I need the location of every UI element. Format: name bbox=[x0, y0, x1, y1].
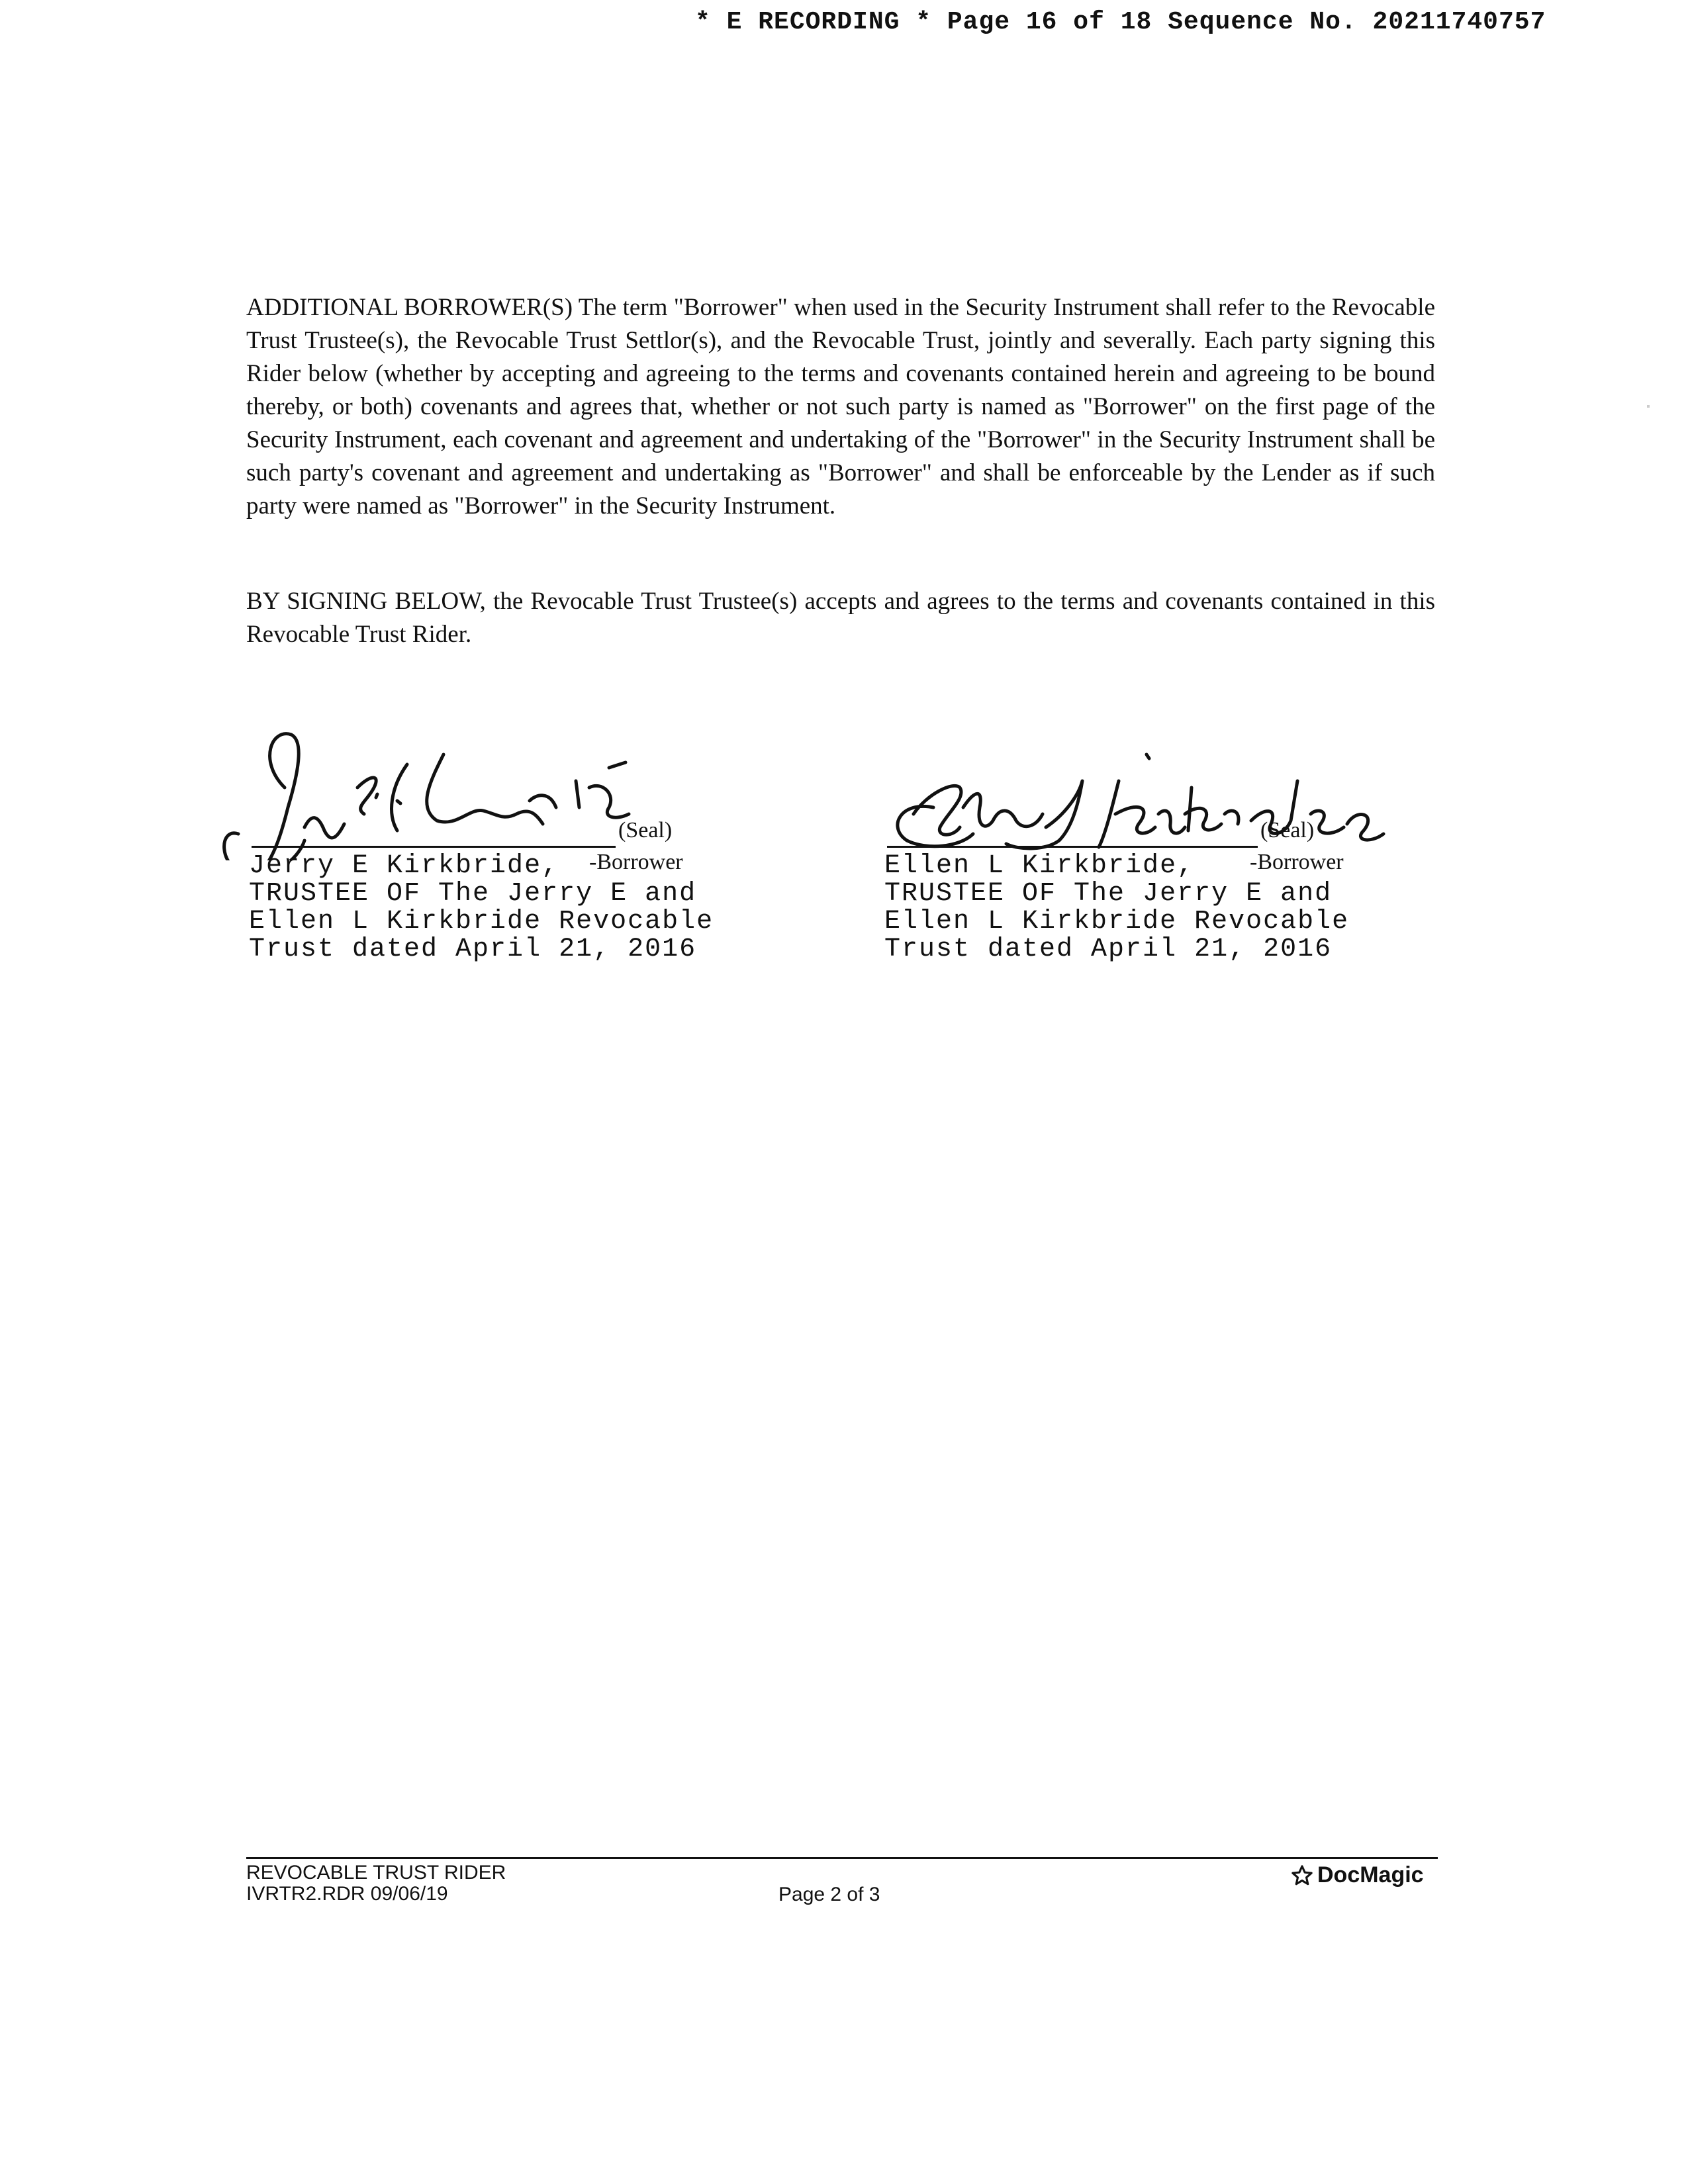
footer-rule bbox=[246, 1857, 1438, 1859]
footer-brand bbox=[1291, 1862, 1424, 1888]
signature-line bbox=[887, 846, 1258, 848]
signature-block-jerry bbox=[218, 715, 814, 979]
signer-name: Jerry E Kirkbride, bbox=[249, 851, 559, 881]
borrower-role-label: -Borrower bbox=[1250, 850, 1344, 874]
footer-form-code: IVRTR2.RDR 09/06/19 bbox=[246, 1883, 448, 1905]
signing-paragraph: BY SIGNING BELOW, the Revocable Trust Trustee(s) accepts and agrees to the terms and covenants contained in this Revocable Trust Rider. bbox=[246, 588, 1435, 648]
signer-title: TRUSTEE OF The Jerry E and Ellen L Kirkbride Revocable Trust dated April 21, 2016 bbox=[884, 879, 1350, 964]
signature-line bbox=[252, 846, 616, 848]
seal-label: (Seal) bbox=[1260, 818, 1315, 842]
footer-form-title: REVOCABLE TRUST RIDER bbox=[246, 1862, 506, 1884]
signature-block-ellen bbox=[854, 715, 1450, 979]
footer-form-info bbox=[246, 1862, 506, 1905]
footer-brand-name: DocMagic bbox=[1317, 1862, 1424, 1888]
handwritten-signature-ellen bbox=[854, 715, 1450, 860]
signer-title: TRUSTEE OF The Jerry E and Ellen L Kirkbride Revocable Trust dated April 21, 2016 bbox=[249, 879, 714, 964]
borrower-role-label: -Borrower bbox=[589, 850, 683, 874]
seal-label: (Seal) bbox=[618, 818, 673, 842]
handwritten-signature-jerry bbox=[218, 715, 814, 860]
signer-name: Ellen L Kirkbride, bbox=[884, 851, 1195, 881]
footer-page-number: Page 2 of 3 bbox=[778, 1884, 880, 1905]
star-icon bbox=[1291, 1864, 1313, 1887]
scan-speck bbox=[1647, 405, 1650, 408]
recording-header: * E RECORDING * Page 16 of 18 Sequence No. 20211740757 bbox=[695, 8, 1546, 36]
additional-borrowers-paragraph: ADDITIONAL BORROWER(S) The term "Borrower" when used in the Security Instrument shall refer to the Revocable Trust Trustee(s), the Revocable Trust Settlor(s), and the Revocable Trust, jointly and severally. Each party signing this Rider below (whether by accepting and agreeing to the terms and covenants contained herein and agreeing to be bound thereby, or both) covenants and agrees that, whether or not such party is named as "Borrower" on the first page of the Security Instrument, each covenant and agreement and undertaking of the "Borrower" in the Security Instrument shall be such party's covenant and agreement and undertaking as "Borrower" and shall be enforceable by the Lender as if such party were named as "Borrower" in the Security Instrument. bbox=[246, 294, 1435, 520]
